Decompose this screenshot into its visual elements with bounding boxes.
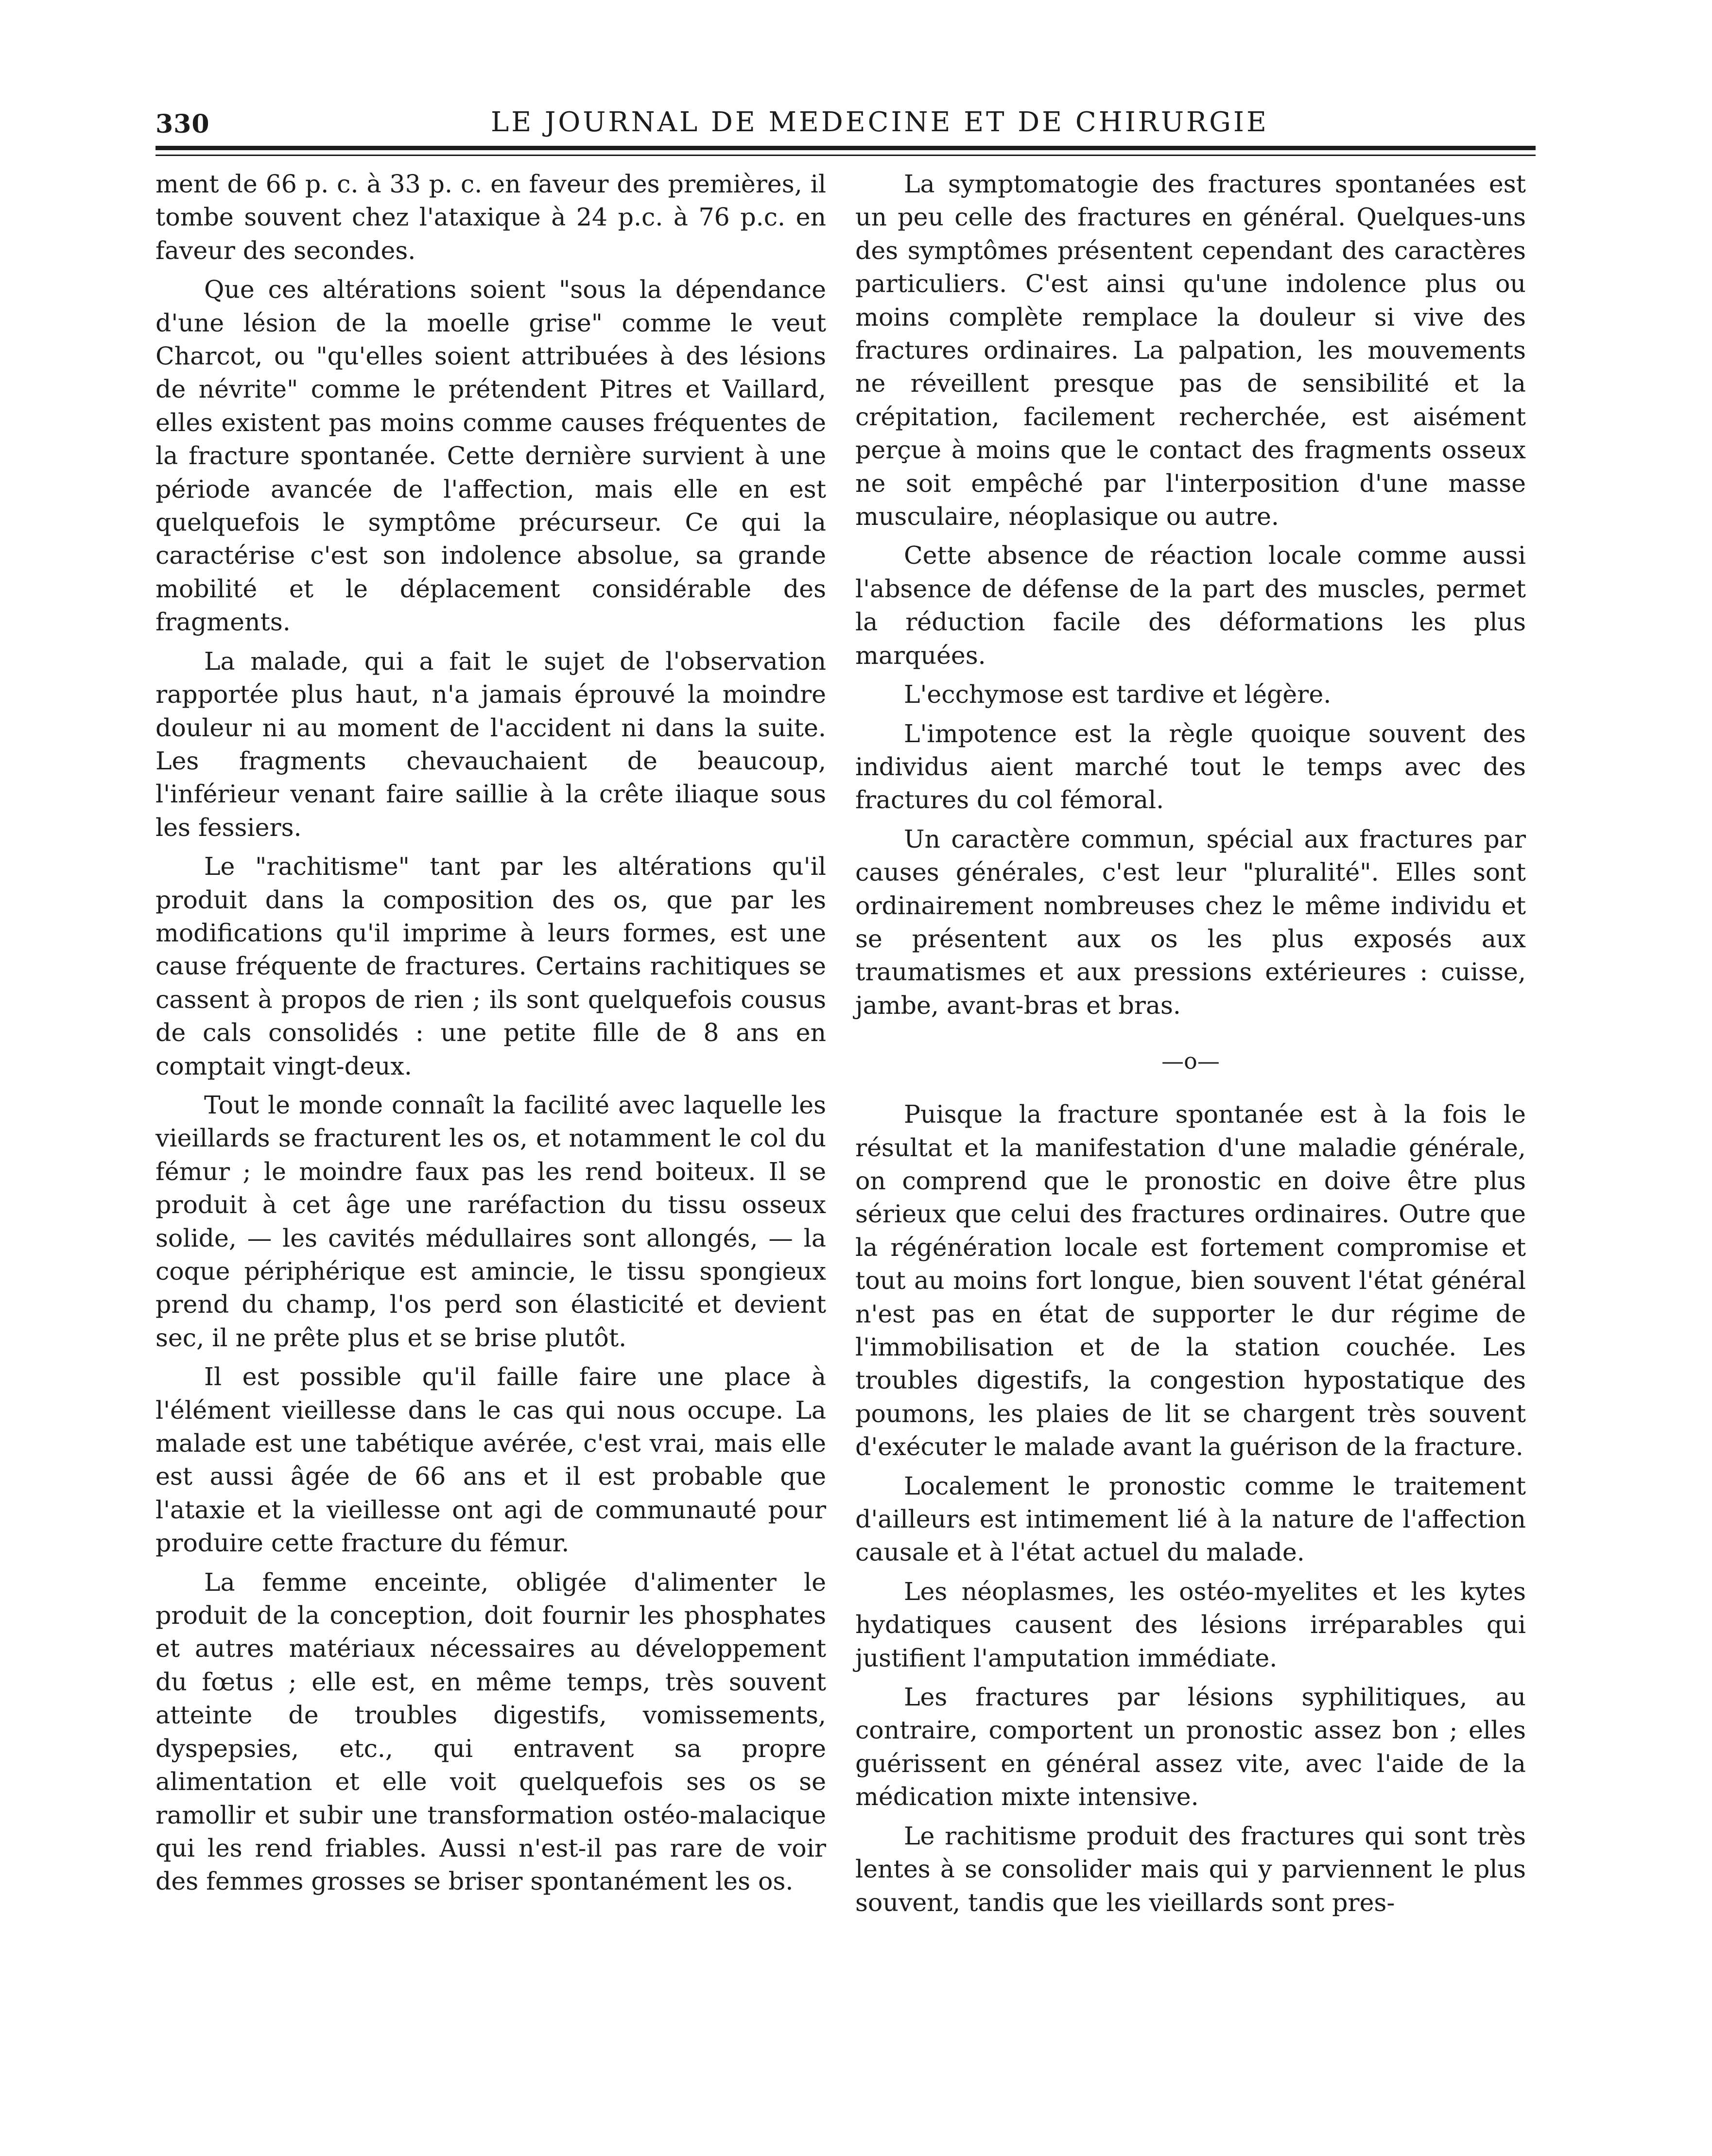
paragraph: Il est possible qu'il faille faire une place à l'élément vieillesse dans le cas qui nous occupe. La malade est une tabétique avérée, c'est vrai, mais elle est aussi âgée de 66 ans et il est probable que l'ataxie et la vieillesse ont agi de communauté pour produire cette fracture du fémur. <box>156 1362 826 1558</box>
paragraph: Que ces altérations soient "sous la dépendance d'une lésion de la moelle grise" comme le veut Charcot, ou "qu'elles soient attribuées à des lésions de névrite" comme le prétendent Pitres et Vaillard, elles existent pas moins comme causes fréquentes de la fracture spontanée. Cette dernière survient à une période avancée de l'affection, mais elle en est quelquefois le symptôme précurseur. Ce qui la caractérise c'est son indolence absolue, sa grande mobilité et le déplacement considérable des fragments. <box>156 275 826 637</box>
paragraph: Puisque la fracture spontanée est à la fois le résultat et la manifestation d'une maladie générale, on comprend que le pronostic en doive être plus sérieux que celui des fractures ordinaires. Outre que la régénération locale est fortement compromise et tout au moins fort longue, bien souvent l'état général n'est pas en état de supporter le dur régime de l'immobilisation et de la station couchée. Les troubles digestifs, la congestion hypostatique des poumons, les plaies de lit se chargent très souvent d'exécuter le malade avant la guérison de la fracture. <box>855 1100 1526 1461</box>
paragraph: Les néoplasmes, les ostéo-myelites et les kytes hydatiques causent des lésions irréparables qui justifient l'amputation immédiate. <box>855 1577 1526 1672</box>
header-rule-thin <box>156 155 1536 156</box>
paragraph: Les fractures par lésions syphilitiques, au contraire, comportent un pronostic assez bon ; elles guérissent en général assez vite, avec l'aide de la médication mixte intensive. <box>855 1683 1526 1811</box>
running-title: LE JOURNAL DE MEDECINE ET DE CHIRURGIE <box>491 106 1269 138</box>
left-column <box>156 168 826 1898</box>
paragraph: Le rachitisme produit des fractures qui sont très lentes à se consolider mais qui y parviennent le plus souvent, tandis que les vieillards sont pres- <box>855 1821 1526 1917</box>
paragraph: La malade, qui a fait le sujet de l'observation rapportée plus haut, n'a jamais éprouvé la moindre douleur ni au moment de l'accident ni dans la suite. Les fragments chevauchaient de beaucoup, l'inférieur venant faire saillie à la crête iliaque sous les fessiers. <box>156 646 826 842</box>
paragraph: La symptomatogie des fractures spontanées est un peu celle des fractures en général. Quelques-uns des symptômes présentent cependant des caractères particuliers. C'est ainsi qu'une indolence plus ou moins complète remplace la douleur si vive des fractures ordinaires. La palpation, les mouvements ne réveillent presque pas de sensibilité et la crépitation, facilement recherchée, est aisément perçue à moins que le contact des fragments osseux ne soit empêché par l'interposition d'une masse musculaire, néoplasique ou autre. <box>855 170 1526 531</box>
paragraph: ment de 66 p. c. à 33 p. c. en faveur des premières, il tombe souvent chez l'ataxique à 24 p.c. à 76 p.c. en faveur des secondes. <box>156 170 826 265</box>
paragraph: L'ecchymose est tardive et légère. <box>904 680 1332 709</box>
header-rule-thick <box>156 146 1536 150</box>
page-header <box>156 104 1536 148</box>
paragraph: Cette absence de réaction locale comme aussi l'absence de défense de la part des muscles, permet la réduction facile des déformations les plus marquées. <box>855 541 1526 670</box>
page-number: 330 <box>156 109 210 139</box>
paragraph: Localement le pronostic comme le traitement d'ailleurs est intimement lié à la nature de l'affection causale et à l'état actuel du malade. <box>855 1471 1526 1567</box>
paragraph: Tout le monde connaît la facilité avec laquelle les vieillards se fracturent les os, et notamment le col du fémur ; le moindre faux pas les rend boiteux. Il se produit à cet âge une raréfaction du tissu osseux solide, — les cavités médullaires sont allongés, — la coque périphérique est amincie, le tissu spongieux prend du champ, l'os perd son élasticité et devient sec, il ne prête plus et se brise plutôt. <box>156 1090 826 1352</box>
paragraph: Le "rachitisme" tant par les altérations qu'il produit dans la composition des os, que par les modifications qu'il imprime à leurs formes, est une cause fréquente de fractures. Certains rachitiques se cassent à propos de rien ; ils sont quelquefois cousus de cals consolidés : une petite fille de 8 ans en comptait vingt-deux. <box>156 852 826 1080</box>
paragraph: Un caractère commun, spécial aux fractures par causes générales, c'est leur "pluralité". Elles sont ordinairement nombreuses chez le même individu et se présentent aux os les plus exposés aux traumatismes et aux pressions extérieures : cuisse, jambe, avant-bras et bras. <box>855 824 1526 1020</box>
paragraph: La femme enceinte, obligée d'alimenter le produit de la conception, doit fournir les phosphates et autres matériaux nécessaires au développement du fœtus ; elle est, en même temps, très souvent atteinte de troubles digestifs, vomissements, dyspepsies, etc., qui entravent sa propre alimentation et elle voit quelquefois ses os se ramollir et subir une transformation ostéo-malacique qui les rend friables. Aussi n'est-il pas rare de voir des femmes grosses se briser spontanément les os. <box>156 1567 826 1896</box>
paragraph: L'impotence est la règle quoique souvent des individus aient marché tout le temps avec des fractures du col fémoral. <box>855 719 1526 815</box>
right-column <box>855 168 1526 1919</box>
section-separator: —o— <box>1161 1048 1220 1075</box>
